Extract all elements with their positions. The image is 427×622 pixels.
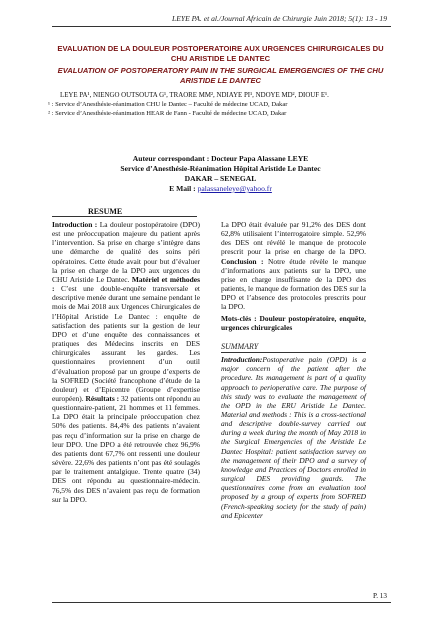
affiliation-1: ¹ : Service d’Anesthésie-réanimation CHU le Dantec – Faculté de médecine UCAD, Dakar	[48, 101, 288, 108]
keywords-label: Mots-clés :	[221, 313, 260, 323]
results-continued-text: La DPO était évaluée par 91,2% des DES dont 62,8% utilisaient l’interrogatoire simple. 52,9% des DES ont révélé le manque de protocole prescrit pour la prise en charge de la DPO.	[221, 220, 366, 257]
header-rule	[52, 26, 391, 27]
conclusion-label: Conclusion :	[221, 256, 268, 266]
email-link[interactable]: palassaneleye@yahoo.fr	[197, 184, 272, 193]
summary-intro-label: Introduction:	[221, 355, 263, 365]
methods-text: C’est une double-enquête transversale et descriptive menée durant une semaine pendant le mois de Mai 2018 aux Urgences Chirurgicales de l’Hôpital Aristide Le Dantec : enquête de satisfaction des patients sur la gestion de leur DPO et d’une enquête des connaissances et pratiques des Médecins inscrits en DES chirurgicales assurant les gardes. Les questionnaires proviennent d’un outil d’évaluation proposé par un groupe d’experts de la SOFRED (Société francophone d’étude de la douleur) et d’Epicentre (Groupe d’expertise européen).	[52, 284, 200, 403]
corresponding-email-line	[52, 184, 389, 194]
title-english: EVALUATION OF POSTOPERATORY PAIN IN THE SURGICAL EMERGENCIES OF THE CHU ARISTIDE LE DANTEC	[57, 66, 384, 85]
intro-label: Introduction :	[52, 220, 100, 229]
corresponding-service: Service d’Anesthésie-Réanimation Hôpital Aristide Le Dantec	[120, 164, 321, 173]
summary-body	[221, 355, 366, 520]
abstract-french-continued	[221, 220, 366, 312]
results-text: 32 patients ont répondu au questionnaire-patient, 21 hommes et 11 femmes. La DPO était la principale préoccupation chez 50% des patients. 84,4% des patients n’avaient pas reçu d’information sur la prise en charge de leur DPO. Une DPO a été retrouvée chez 96,9% des patients dont 67,7% ont ressenti une douleur sévère. 22,6% des patients n’ont pas été soulagés par le traitement antalgique. Trente quatre (34) DES ont répondu au questionnaire-médecin. 76,5% des DES n’avaient pas reçu de formation sur la DPO.	[52, 393, 200, 504]
keywords-text: Douleur postopératoire, enquête, urgences chirurgicales	[221, 313, 366, 332]
results-label: Résultats :	[85, 393, 122, 403]
conclusion-text: Notre étude révèle le manque d’informations aux patients sur la DPO, une prise en charge insuffisante de la DPO des patients, le manque de formation des DES sur la DPO et l’absence des protocoles prescrits pour la DPO.	[221, 256, 366, 312]
title-french: EVALUATION DE LA DOULEUR POSTOPERATOIRE AUX URGENCES CHIRURGICALES DU CHU ARISTIDE LE DANTEC	[57, 44, 384, 63]
intro-text: La douleur postopératoire (DPO) est une préoccupation majeure du patient après l’intervention. Sa prise en charge s’intègre dans une démarche de qualité des soins péri opératoires. Cette étude avait pour but d’évaluer la prise en charge de la DPO aux urgences du CHU Aristide Le Dantec.	[52, 220, 200, 284]
email-label: E Mail :	[169, 184, 198, 193]
page-number: P. 13	[373, 592, 387, 600]
running-head: LEYE PA. et al./Journal Africain de Chirurgie Juin 2018; 5(1): 13 - 19	[172, 14, 387, 23]
resume-heading: RESUME	[88, 207, 123, 216]
resume-rule	[52, 216, 197, 217]
methods-label: Matériel et méthodes :	[52, 274, 200, 294]
affiliation-2: ² : Service d’Anesthésie-réanimation HEAR de Fann - Faculté de médecine UCAD, Dakar	[48, 110, 287, 117]
abstract-french-body	[52, 220, 200, 504]
corresponding-name: Auteur correspondant : Docteur Papa Alassane LEYE	[132, 154, 309, 163]
summary-heading: SUMMARY	[221, 342, 366, 353]
keywords	[221, 314, 366, 332]
footer-rule	[52, 602, 391, 603]
abstract-left-column	[52, 220, 200, 504]
abstract-right-column	[221, 220, 366, 520]
corresponding-city: DAKAR – SENEGAL	[184, 174, 257, 183]
corresponding-author	[52, 154, 389, 194]
summary-text: Postoperative pain (OPD) is a major concern of the patient after the procedure. Its management is part of a quality approach to perioperative care. The purpose of this study was to evaluate the management of the OPD in the ERU Aristide Le Dantec. Material and methods : This is a cross-sectional and descriptive double-survey carried out during a week during the month of May 2018 in the Surgical Emergencies of the Aristide Le Dantec Hospital: patient satisfaction survey on the management of their DPO and a survey of knowledge and Practices of Doctors enrolled in surgical DES providing guards. The questionnaires come from an evaluation tool proposed by a group of experts from SOFRED (French-speaking society for the study of pain) and Epicenter	[221, 355, 366, 520]
author-list: LEYE PA¹, NIENGO OUTSOUTA G¹, TRAORE MM², NDIAYE PI¹, NDOYE MD², DIOUF E¹.	[60, 92, 329, 99]
